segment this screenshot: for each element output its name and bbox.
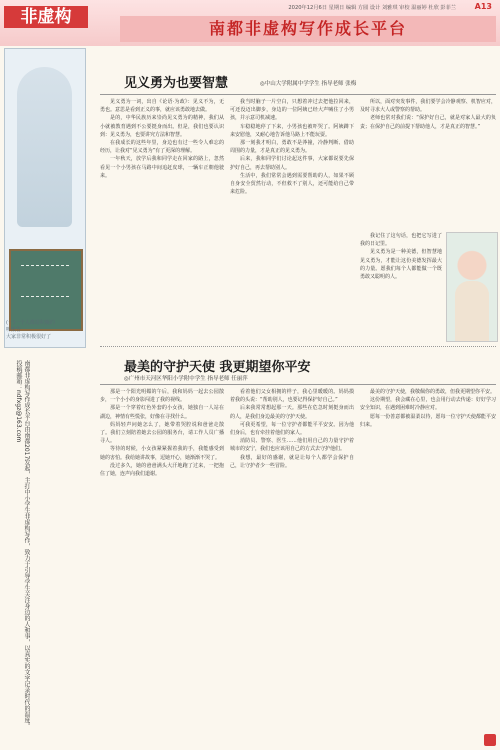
platform-note: 南都非虚构写作成长平台由南都2017发起，主打中小学生非虚构写作，致力于引导学生关注身边的人和事，以真实的文字记录时代的温度。投稿邮箱：ndfxgz@163.com [15, 360, 30, 730]
article1-byline: ◎中山大学附属中学学生 指导老师 张梅 [260, 81, 357, 87]
article1-column-2: 我当时脑子一片空白，只想着冲过去把他拉回来，可还没迈出脚步，身边的一位阿姨已经大声喊住了小男孩，并示意司机减速。 车稳稳地停了下来，小男孩也被吓哭了。阿姨蹲下来安慰他，又耐心地告诉他马路上不能玩耍。 那一刻我才明白，勇敢不是莽撞，冷静判断、借助周围的力量，才是真正的见义勇为。 后来，我和同学们讨论起这件事，大家都说要先保护好自己，再去帮助别人。 生活中，我们常常会遇到需要帮助的人，如果不顾自身安全贸然行动，不但救不了别人，还可能给自己带来危险。 [230, 99, 354, 196]
article1-rule [100, 94, 496, 95]
author-photo [446, 232, 498, 342]
article1-title: 见义勇为也要智慧 [124, 76, 229, 91]
article2-column-2: 看着他们父女相拥的样子，我心里暖暖的。妈妈摸着我的头说：“帮助别人，也要记得保护好自己。” 后来我常常想起那一天。那些在危急时刻挺身而出的人，是我们身边最美的守护天使。 可我更希望，每一位守护者都能平平安安。因为他们身后，也有牵挂着他们的家人。 消防员、警察、医生……他们用自己的力量守护着城市的安宁，我们也应该用自己的方式去守护他们。 我想，最好的感谢，就是让每个人都学会保护自己，让守护者少一些冒险。 [230, 389, 354, 469]
article2-column-3: 最美的守护天使，我敬佩你的勇敢，但我更期望你平安。 这份期望，我会藏在心里，也会用行动去传递：好好学习安全知识，在遇到困难时冷静应对。 愿每一份善意都被温柔以待，愿每一位守护天使都能平安归来。 [360, 389, 496, 428]
article2-byline: ◎广州市天河区华阳小学附中学生 指导老师 任丽萍 [124, 376, 248, 382]
article1-column-3-top: 所以，面对突发事件，我们要学会冷静观察、机智应对，及时寻求大人或警察的帮助。 老师也常对我们说：“保护好自己，就是对家人最大的负责；在保护自己的前提下帮助他人，才是真正的智慧。” [360, 99, 496, 130]
page-number: A13 [474, 2, 492, 11]
teacher-figure [17, 67, 72, 227]
issue-line: 2020年12月6日 星期日 编辑 方圆 设计 刘雅琪 审校 温丽婷 杜欣 彭菲兰 [288, 5, 456, 11]
article2-column-1: 那是一个阳光明媚的午后，我和妈妈一起去公园散步，一个小小的身影闯进了我的视线。 那是一个穿着红色外套的小女孩，她独自一人站在湖边，神情有些慌张，好像在寻找什么。 妈妈轻声问她怎么了，她带着哭腔说和爸爸走散了。我们立刻陪着她去公园的服务台，请工作人员广播寻人。 等待的时候，小女孩紧紧握着我的手，我能感受到她的害怕。我给她讲故事，逗她开心，她渐渐不哭了。 没过多久，她的爸爸满头大汗地跑了过来，一把抱住了她，连声向我们道谢。 [100, 389, 224, 478]
article2-title: 最美的守护天使 我更期望你平安 [124, 360, 311, 375]
blackboard [9, 249, 83, 331]
article1-column-1: 见义勇为一词，出自《论语·为政》：见义不为，无勇也。意思是看到正义的事，就应该勇敢地去做。 是的，中华民族历来崇尚见义勇为的精神，我们从小就被教育遇到不公要挺身而出。但是，我们也要认识到：见义勇为，也要讲究方法和智慧。 在我成长的这些年里，身边也有过一些令人难忘的经历，让我对“见义勇为”有了更深的理解。 一年秋天，放学后我和同学走在回家的路上，忽然看见一个小男孩在马路中间追赶皮球，一辆车正朝他驶来。 [100, 99, 224, 179]
section-divider [100, 346, 496, 347]
page-banner: 南都非虚构写作成长平台 [120, 16, 496, 42]
article1-column-3-bottom: 我记住了这句话，也把它写进了我的日记里。 见义勇为是一种美德，但智慧地见义勇为，才能让这份美德发挥最大的力量。愿我们每个人都能做一个既勇敢又聪明的人。 [360, 233, 442, 281]
page-corner-mark [484, 734, 496, 746]
article2-rule [100, 384, 496, 385]
section-tab: 非虚构 [4, 6, 88, 28]
illustration-caption: (一)一个人都很积极的 听报告 大家非常积极很好了 [6, 320, 55, 340]
teacher-illustration [4, 48, 86, 348]
